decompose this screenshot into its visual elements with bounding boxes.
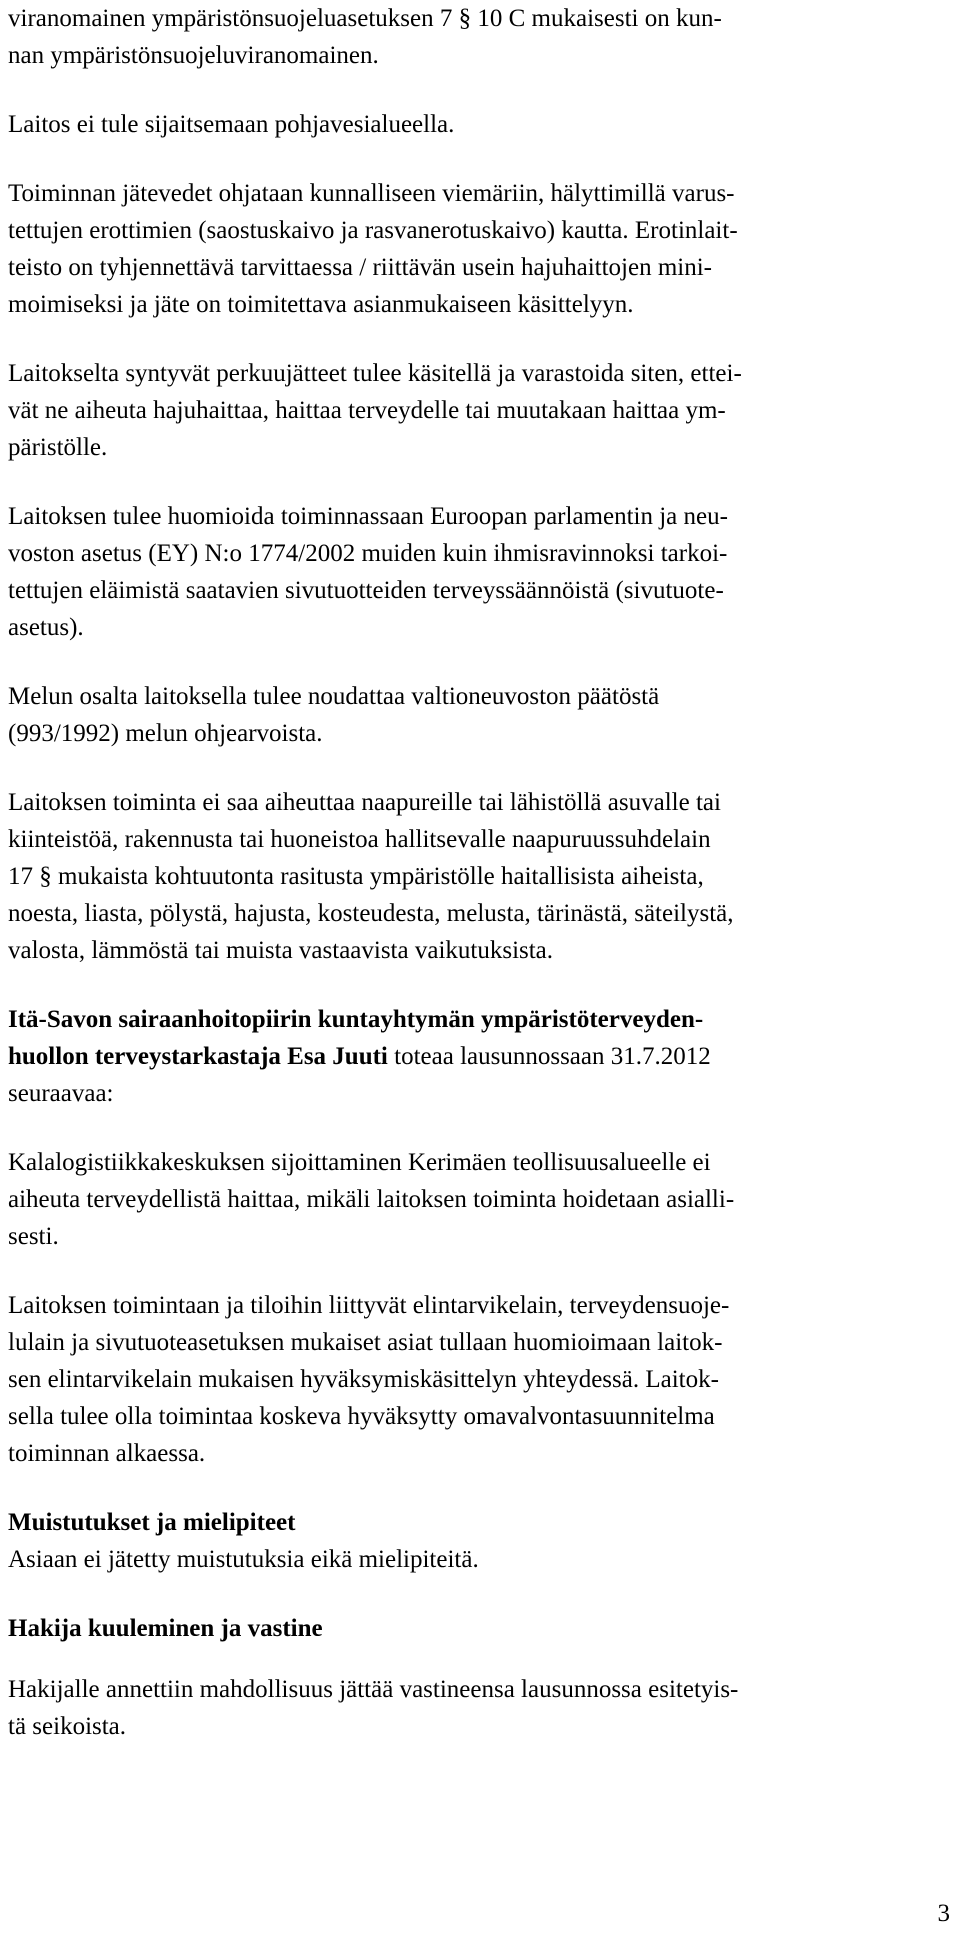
statement-line3: seuraavaa: xyxy=(8,1080,114,1107)
paragraph-nuisance: Laitoksen toiminta ei saa aiheuttaa naapureille tai lähistöllä asuvalle tai kiinteistöä, rakennusta tai huoneistoa hallitsevalle naapuruussuhdelain 17 § mukaista kohtuutonta rasitusta ympäristölle haitallisista aiheista, noesta, liasta, pölystä, hajusta, kosteudesta, melusta, tärinästä, säteilystä, valosta, lämmöstä tai muista vastaavista vaikutuksista. xyxy=(8,789,734,964)
paragraph-groundwater: Laitos ei tule sijaitsemaan pohjavesialueella. xyxy=(8,111,455,138)
heading-kuuleminen-wrap xyxy=(8,1610,948,1647)
paragraph-food-law: Laitoksen toimintaan ja tiloihin liittyvät elintarvikelain, terveydensuoje- lulain ja sivutuoteasetuksen mukaiset asiat tullaan huomioimaan laitok- sen elintarvikelain mukaisen hyväksymiskäsittelyn yhteydessä. Laitok- sella tulee olla toimintaa koskeva hyväksytty omavalvontasuunnitelma toiminnan alkaessa. xyxy=(8,1292,730,1467)
statement-bold-line1: Itä-Savon sairaanhoitopiirin kuntayhtymän ympäristöterveyden- xyxy=(8,1006,704,1033)
paragraph-waste-handling: Laitokselta syntyvät perkuujätteet tulee käsitellä ja varastoida siten, ettei- vät ne aiheuta hajuhaittaa, haittaa terveydelle tai muutakaan haittaa ym- päristölle. xyxy=(8,360,742,461)
paragraph-kuuleminen: Hakijalle annettiin mahdollisuus jättää vastineensa lausunnossa esitetyis- tä seikoista. xyxy=(8,1676,739,1740)
paragraph-statement-intro xyxy=(8,1001,948,1112)
paragraph-wastewater: Toiminnan jätevedet ohjataan kunnalliseen viemäriin, hälyttimillä varus- tettujen erottimien (saostuskaivo ja rasvanerotuskaivo) kautta. Erotinlait- teisto on tyhjennettävä tarvittaessa / riittävän usein hajuhaittojen mini- moimiseksi ja jäte on toimitettava asianmukaiseen käsittelyyn. xyxy=(8,180,738,318)
statement-rest-line2: toteaa lausunnossaan 31.7.2012 xyxy=(387,1043,711,1070)
section-muistutukset xyxy=(8,1504,948,1578)
statement-bold-line2: huollon terveystarkastaja Esa Juuti xyxy=(8,1043,388,1070)
paragraph-logistics-center: Kalalogistiikkakeskuksen sijoittaminen Kerimäen teollisuusalueelle ei aiheuta terveydellistä haittaa, mikäli laitoksen toiminta hoidetaan asialli- sesti. xyxy=(8,1149,735,1250)
heading-muistutukset: Muistutukset ja mielipiteet xyxy=(8,1509,296,1536)
heading-kuuleminen: Hakija kuuleminen ja vastine xyxy=(8,1615,323,1642)
document-page xyxy=(8,0,948,1745)
text-muistutukset: Asiaan ei jätetty muistutuksia eikä mielipiteitä. xyxy=(8,1546,479,1573)
paragraph-authority: viranomainen ympäristönsuojeluasetuksen 7 § 10 C mukaisesti on kun- nan ympäristönsuojeluviranomainen. xyxy=(8,5,722,69)
paragraph-regulation: Laitoksen tulee huomioida toiminnassaan Euroopan parlamentin ja neu- voston asetus (EY) N:o 1774/2002 muiden kuin ihmisravinnoksi tarkoi- tettujen eläimistä saatavien sivutuotteiden terveyssäännöistä (sivutuote- asetus). xyxy=(8,503,728,641)
paragraph-noise: Melun osalta laitoksella tulee noudattaa valtioneuvoston päätöstä (993/1992) melun ohjearvoista. xyxy=(8,683,660,747)
page-number: 3 xyxy=(937,1900,950,1927)
